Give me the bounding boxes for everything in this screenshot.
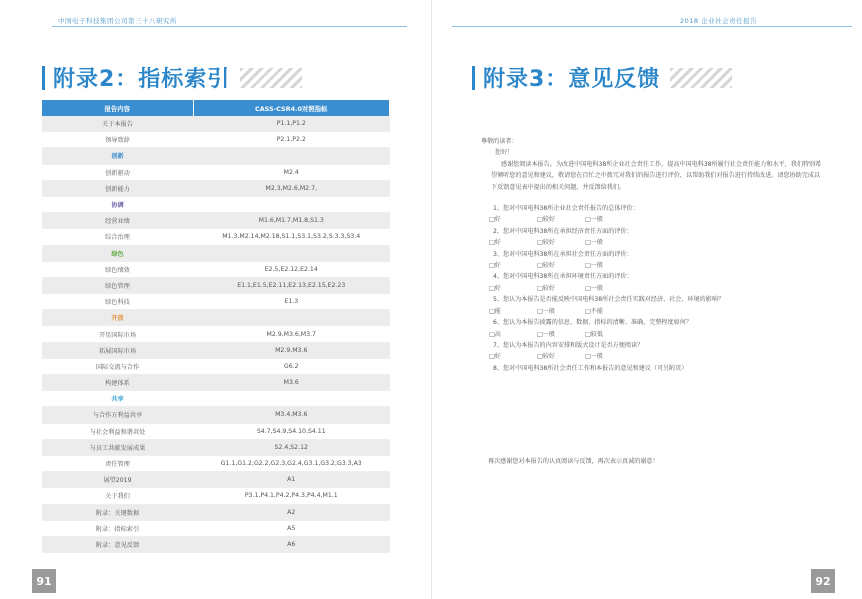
- row-content-cell: 综合治理: [42, 229, 193, 245]
- row-indicator-cell: M2.3,M2.6,M2.7,: [193, 180, 390, 196]
- table-row: [42, 504, 390, 520]
- checkbox-option[interactable]: □一般: [585, 353, 603, 361]
- table-header-indicators: CASS-CSR4.0对照指标: [193, 100, 390, 116]
- checkbox-option[interactable]: □好: [489, 239, 501, 247]
- answer-options: [481, 214, 826, 225]
- row-indicator-cell: P3.1,P4.1,P4.2,P4.3,P4.4,M1.1: [193, 488, 390, 504]
- table-section-row: [42, 148, 390, 164]
- checkbox-option[interactable]: □好: [489, 353, 501, 361]
- row-indicator-cell: S4.7,S4.9,S4.10,S4.11: [193, 423, 390, 439]
- table-row: [42, 342, 390, 358]
- section-title: [42, 62, 302, 93]
- row-content-cell: 构建体系: [42, 375, 193, 391]
- row-indicator-cell: [193, 245, 390, 261]
- table-row: [42, 326, 390, 342]
- row-indicator-cell: P2.1,P2.2: [193, 132, 390, 148]
- table-section-row: [42, 391, 390, 407]
- table-row: [42, 439, 390, 455]
- greeting: 您好！: [495, 149, 514, 157]
- table-section-row: [42, 245, 390, 261]
- row-content-cell: 协调: [42, 196, 193, 212]
- checkbox-option[interactable]: □较好: [537, 353, 555, 361]
- checkbox-option[interactable]: □较好: [537, 284, 555, 292]
- table-row: [42, 261, 390, 277]
- question-text: 5、您认为本报告是否能反映中国电科38所社会责任实践对经济、社会、环境的影响？: [493, 296, 725, 304]
- row-indicator-cell: E2.5,E2.12,E2.14: [193, 261, 390, 277]
- table-header-content: 报告内容: [42, 100, 193, 116]
- table-row: [42, 164, 390, 180]
- page-title: 附录3：意见反馈: [483, 67, 661, 92]
- row-content-cell: 开星国际市场: [42, 326, 193, 342]
- table-row: [42, 229, 390, 245]
- checkbox-option[interactable]: □较低: [585, 330, 603, 338]
- checkbox-option[interactable]: □较好: [537, 239, 555, 247]
- answer-options: [481, 306, 826, 317]
- feedback-form: [481, 136, 826, 374]
- question-text: 3、您对中国电科38所在承担社会责任方面的评价：: [493, 250, 633, 258]
- title-hatch-decoration: [240, 68, 302, 88]
- row-indicator-cell: G6.2: [193, 358, 390, 374]
- row-indicator-cell: M2.9,M3.6,M3.7: [193, 326, 390, 342]
- row-indicator-cell: E1.1,E1.5,E2.11,E2.13,E2.15,E2.23: [193, 277, 390, 293]
- checkbox-option[interactable]: □好: [489, 262, 501, 270]
- table-row: [42, 180, 390, 196]
- question-text: 8、您对中国电科38所社会责任工作和本报告的意见和建议（可另附页）: [493, 364, 688, 372]
- page-number: 91: [32, 569, 56, 593]
- row-content-cell: 关于我们: [42, 488, 193, 504]
- row-indicator-cell: M2.9,M3.6: [193, 342, 390, 358]
- row-content-cell: 与员工共献发展成果: [42, 439, 193, 455]
- row-content-cell: 共享: [42, 391, 193, 407]
- question-text: 4、您对中国电科38所在承担环境责任方面的评价：: [493, 273, 633, 281]
- table-section-row: [42, 310, 390, 326]
- checkbox-option[interactable]: □一般: [537, 330, 555, 338]
- answer-options: [481, 260, 826, 271]
- row-content-cell: 与社会利益和谐共处: [42, 423, 193, 439]
- row-indicator-cell: M1.6,M1.7,M1.8,S1.3: [193, 213, 390, 229]
- row-indicator-cell: M3.4,M3.6: [193, 407, 390, 423]
- header-rule: [52, 26, 407, 27]
- row-indicator-cell: S2.4,S2.12: [193, 439, 390, 455]
- table-row: [42, 407, 390, 423]
- page-number: 92: [811, 569, 835, 593]
- row-content-cell: 领导致辞: [42, 132, 193, 148]
- question-text: 1、您对中国电科38所企业社会责任报告的总体评价：: [493, 205, 639, 213]
- checkbox-option[interactable]: □较好: [537, 262, 555, 270]
- page-title: 附录2：指标索引: [53, 67, 231, 92]
- row-content-cell: 绿色管理: [42, 277, 193, 293]
- answer-options: [481, 351, 826, 362]
- header-rule: [452, 26, 852, 27]
- table-row: [42, 488, 390, 504]
- checkbox-option[interactable]: □不能: [585, 307, 603, 315]
- section-title: [472, 62, 732, 93]
- row-content-cell: 展望2019: [42, 472, 193, 488]
- row-content-cell: 创新: [42, 148, 193, 164]
- table-row: [42, 294, 390, 310]
- question-text: 6、您认为本报告披露的信息、数据、指标的清晰、准确、完整程度如何？: [493, 319, 692, 327]
- question-text: 2、您对中国电科38所在承担经济责任方面的评价：: [493, 227, 633, 235]
- intro-paragraph: 感谢您阅读本报告。为改进中国电科38所企业社会责任工作，提高中国电科38所履行社会责任能力和水平，我们特别希望倾听您的意见和建议，敬请您在百忙之中拨冗对我们的报告进行评价，以帮助我们对报告进行持续改进。请您协助完成以下反馈意见表中提出的相关问题，并反馈给我们。: [491, 160, 822, 191]
- answer-options: [481, 237, 826, 248]
- question-list: [481, 203, 826, 374]
- closing-text: 再次感谢您对本报告的认真阅读与反馈，再次表示真诚的谢意！: [488, 458, 659, 465]
- indicator-index-table: [42, 100, 390, 553]
- table-row: [42, 132, 390, 148]
- title-accent-bar: [42, 66, 45, 90]
- checkbox-option[interactable]: □一般: [585, 239, 603, 247]
- answer-options: [481, 283, 826, 294]
- row-indicator-cell: E1.3: [193, 294, 390, 310]
- row-indicator-cell: [193, 391, 390, 407]
- table-row: [42, 213, 390, 229]
- checkbox-option[interactable]: □好: [489, 216, 501, 224]
- checkbox-option[interactable]: □好: [489, 284, 501, 292]
- row-indicator-cell: [193, 310, 390, 326]
- right-page: [431, 0, 862, 599]
- row-indicator-cell: P1.1,P1.2: [193, 116, 390, 132]
- row-content-cell: 附录：指标索引: [42, 520, 193, 536]
- question-text: 7、您认为本报告的内容安排和版式设计是否方便阅读？: [493, 341, 644, 349]
- checkbox-option[interactable]: □一般: [537, 307, 555, 315]
- checkbox-option[interactable]: □高: [489, 330, 501, 338]
- row-content-cell: 附录：关键数据: [42, 504, 193, 520]
- row-content-cell: 拓展国际市场: [42, 342, 193, 358]
- answer-options: [481, 329, 826, 340]
- table-row: [42, 423, 390, 439]
- row-content-cell: 创新驱动: [42, 164, 193, 180]
- table-row: [42, 116, 390, 132]
- checkbox-option[interactable]: □较好: [537, 216, 555, 224]
- row-indicator-cell: [193, 196, 390, 212]
- row-indicator-cell: M2.4: [193, 164, 390, 180]
- row-content-cell: 绿色绩效: [42, 261, 193, 277]
- row-content-cell: 开放: [42, 310, 193, 326]
- row-content-cell: 绿色科技: [42, 294, 193, 310]
- row-content-cell: 经营业绩: [42, 213, 193, 229]
- row-content-cell: 附录：意见反馈: [42, 536, 193, 552]
- checkbox-option[interactable]: □一般: [585, 284, 603, 292]
- running-head: 2018 企业社会责任报告: [680, 17, 758, 25]
- table-row: [42, 520, 390, 536]
- row-indicator-cell: M3.6: [193, 375, 390, 391]
- table-row: [42, 455, 390, 471]
- row-indicator-cell: A2: [193, 504, 390, 520]
- row-content-cell: 与合作方利益共享: [42, 407, 193, 423]
- table-row: [42, 536, 390, 552]
- running-head: 中国电子科技集团公司第三十八研究所: [58, 17, 177, 25]
- row-content-cell: 关于本报告: [42, 116, 193, 132]
- table-section-row: [42, 196, 390, 212]
- row-content-cell: 创新能力: [42, 180, 193, 196]
- checkbox-option[interactable]: □一般: [585, 262, 603, 270]
- checkbox-option[interactable]: □能: [489, 307, 501, 315]
- title-hatch-decoration: [670, 68, 732, 88]
- table-row: [42, 472, 390, 488]
- row-indicator-cell: G1.1,G1.2,G2.2,G2.3,G2.4,G3.1,G3.2,G3.3,A3: [193, 455, 390, 471]
- title-accent-bar: [472, 66, 475, 90]
- row-indicator-cell: [193, 148, 390, 164]
- salutation: 尊敬的读者：: [481, 138, 518, 145]
- table-row: [42, 358, 390, 374]
- row-indicator-cell: M1.3,M2.14,M2.18,S1.1,S3.1,S3.2,S.3.3,S3.4: [193, 229, 390, 245]
- row-content-cell: 责任管理: [42, 455, 193, 471]
- row-indicator-cell: A6: [193, 536, 390, 552]
- table-row: [42, 375, 390, 391]
- row-indicator-cell: A5: [193, 520, 390, 536]
- row-indicator-cell: A1: [193, 472, 390, 488]
- row-content-cell: 国际交流与合作: [42, 358, 193, 374]
- row-content-cell: 绿色: [42, 245, 193, 261]
- table-row: [42, 277, 390, 293]
- checkbox-option[interactable]: □一般: [585, 216, 603, 224]
